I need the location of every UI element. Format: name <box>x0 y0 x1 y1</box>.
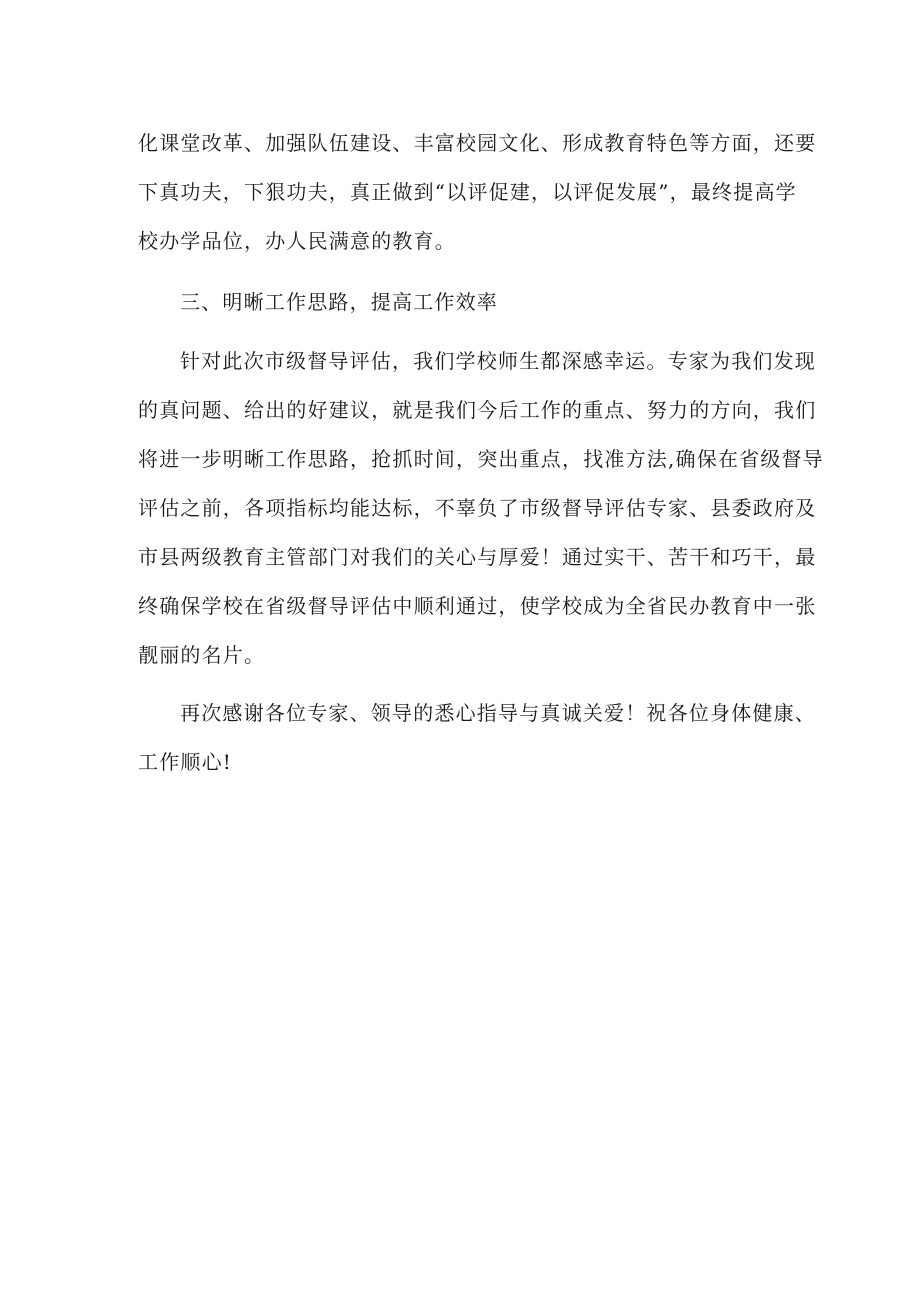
paragraph-1-line-3: 校办学品位，办人民满意的教育。 <box>138 229 456 253</box>
paragraph-3-line-5: 市县两级教育主管部门对我们的关心与厚爱！通过实干、苦干和巧干，最 <box>138 545 817 569</box>
paragraph-3-line-1: 针对此次市级督导评估，我们学校师生都深感幸运。专家为我们发现 <box>180 349 816 373</box>
paragraph-3-line-7: 靓丽的名片。 <box>138 643 266 667</box>
paragraph-1-line-2: 下真功夫，下狠功夫，真正做到“以评促建，以评促发展”，最终提高学 <box>138 180 797 204</box>
paragraph-3-line-4: 评估之前，各项指标均能达标，不辜负了市级督导评估专家、县委政府及 <box>138 496 817 520</box>
paragraph-1-line-1: 化课堂改革、加强队伍建设、丰富校园文化、形成教育特色等方面，还要 <box>138 131 817 155</box>
paragraph-3-line-2: 的真问题、给出的好建议，就是我们今后工作的重点、努力的方向，我们 <box>138 398 817 422</box>
paragraph-3-line-6: 终确保学校在省级督导评估中顺利通过，使学校成为全省民办教育中一张 <box>138 594 817 618</box>
paragraph-4-line-2: 工作顺心! <box>138 750 233 774</box>
paragraph-3-line-3: 将进一步明晰工作思路，抢抓时间，突出重点，找准方法,确保在省级督导 <box>138 447 824 471</box>
section-heading: 三、明晰工作思路，提高工作效率 <box>180 290 498 314</box>
paragraph-4-line-1: 再次感谢各位专家、领导的悉心指导与真诚关爱！祝各位身体健康、 <box>180 701 816 725</box>
